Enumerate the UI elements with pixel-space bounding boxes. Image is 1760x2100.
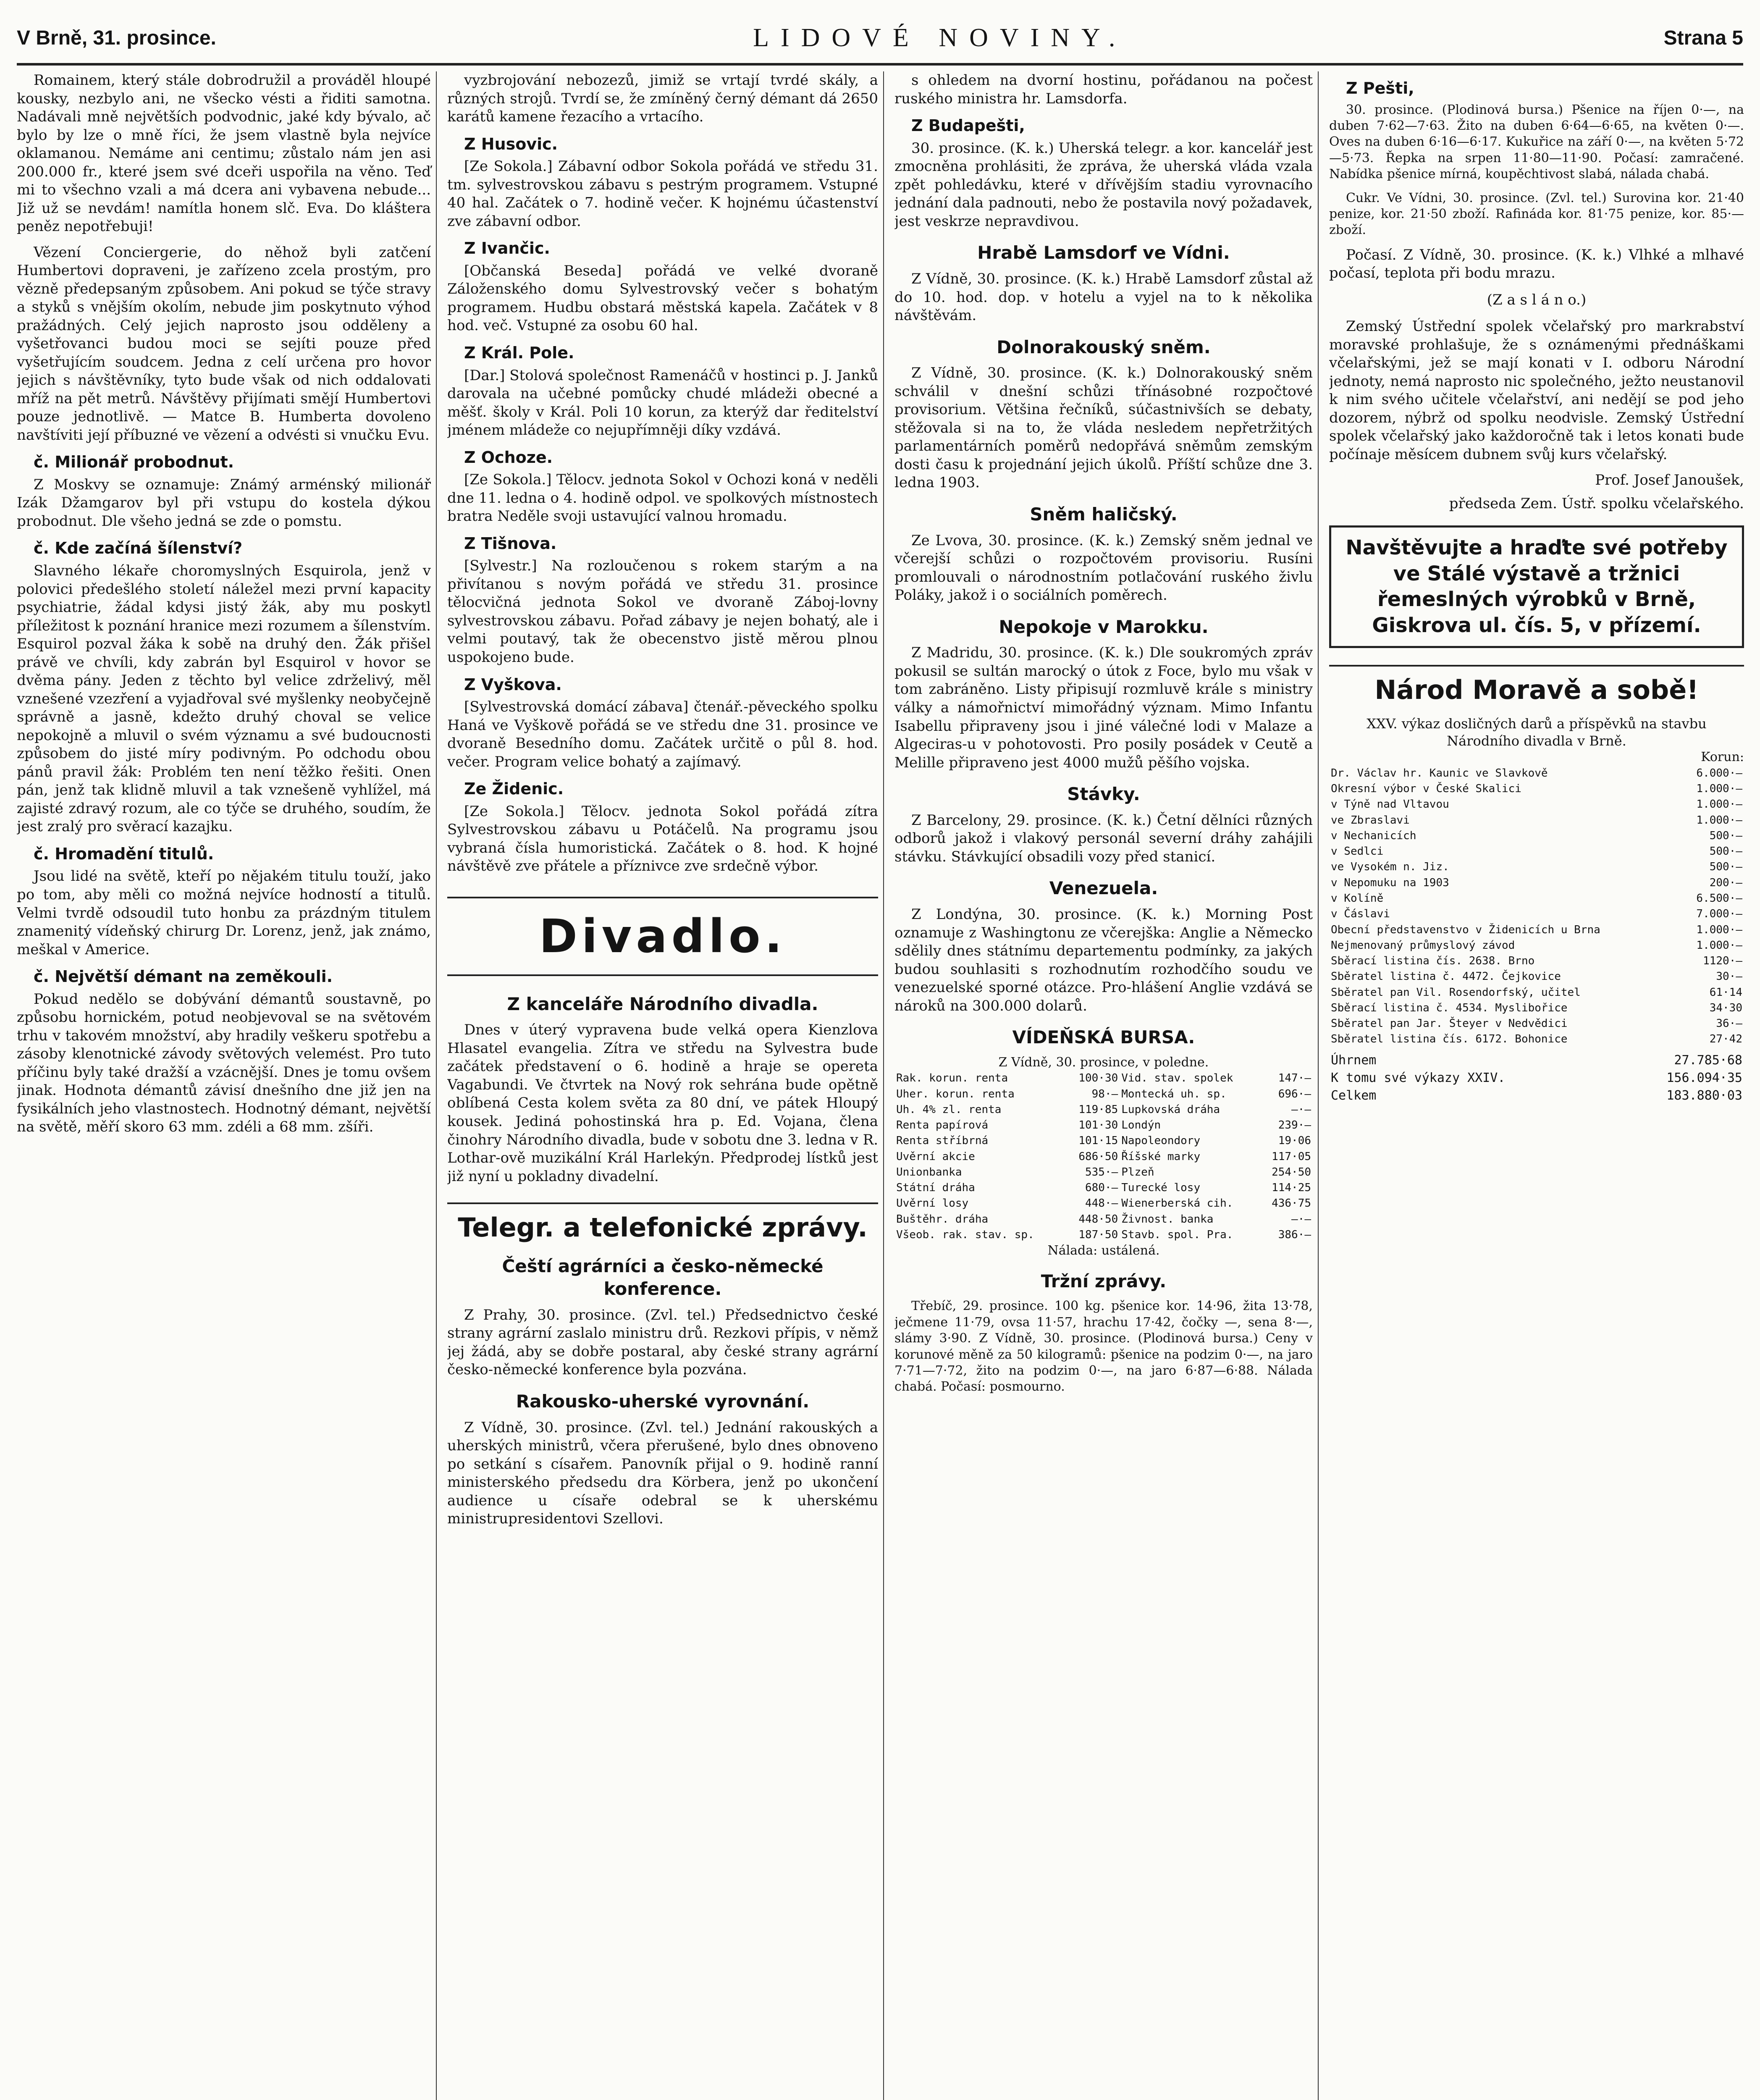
donor-row — [1329, 797, 1744, 812]
bourse-row — [894, 1180, 1313, 1196]
donor-row — [1329, 781, 1744, 797]
headline-venezuela: Venezuela. — [1049, 878, 1158, 899]
donor-row — [1329, 844, 1744, 859]
donor-row — [1329, 891, 1744, 906]
bourse-price: 686·50 — [1078, 1150, 1118, 1163]
vystava-ad-box: Navštěvujte a hraďte své potřeby ve Stálé výstavě a tržnici řemeslných výrobků v Brně, Giskrova ul. čís. 5, v přízemí. — [1329, 525, 1744, 648]
donor-amount: 500·— — [1709, 845, 1742, 858]
headline-lamsdorf: Hrabě Lamsdorf ve Vídni. — [977, 242, 1230, 263]
bourse-security: Buštěhr. dráha — [896, 1213, 989, 1226]
donor-name: Sběrací listina č. 4534. Myslibořice — [1331, 1001, 1568, 1014]
vyskov-text: [Sylvestrovská domácí zábava] čtenář.-pěveckého spolku Haná ve Vyškově pořádá se ve středu dne 31. prosince ve dvoraně Besedního domu. Začátek určitě o půl 8. hod. večer. Program velice bohatý a zajímavý. — [447, 698, 878, 770]
bourse-price: 187·50 — [1078, 1228, 1118, 1241]
headline-pest: Z Pešti, — [1346, 79, 1414, 97]
headline-agrarnici: Čeští agrárníci a česko-německé konference. — [502, 1256, 824, 1299]
headline-dolnorakousky: Dolnorakouský sněm. — [997, 336, 1211, 357]
demant-text: Pokud nedělo se dobývání démantů soustavně, po způsobu hornickém, potud neobjevoval se na světovém trhu v takovém množství, aby hradily veškeru spotřebu a zásoby klenotnické závody světových velemést. Pro tuto příčinu byly také dražší a vzácnější. Dnes je tomu ovšem jinak. Hodnota démantů závisí dnešního dne již jen na fysikálních jeho vlastnostech. Hodnotný démant, největší na světě, měří skoro 63 mm. zdéli a 68 mm. zšíři. — [17, 990, 431, 1136]
divadlo-text: Dnes v úterý vypravena bude velká opera Kienzlova Hlasatel evangelia. Zítra ve středu na Sylvestra bude začátek představení o 6. hodině a hraje se opereta Vagabundi. Ve čtvrtek na Nový rok sehrána bude opětně oblíbená Cesta kolem světa za 80 dní, ve pátek Hloupý kousek. Jediná pohostinská hra p. Ed. Vojana, člena činohry Národního divadla, bude v sobotu dne 3. ledna v R. Lothar-ově muzikální Král Harlekýn. Předprodej lístků jest již nyní u pokladny divadelní. — [447, 1021, 878, 1185]
cukr-text: Cukr. Ve Vídni, 30. prosince. (Zvl. tel.) Surovina kor. 21·40 penize, kor. 21·50 zboží. Rafináda kor. 81·75 penize, kor. 85·— zboží. — [1329, 190, 1744, 238]
celkem-label: Celkem — [1331, 1088, 1377, 1103]
bourse-security: Renta papírová — [896, 1119, 989, 1132]
donor-amount: 36·— — [1716, 1017, 1742, 1030]
bourse-security: Říšské marky — [1121, 1150, 1201, 1163]
humbert-article-text: Romainem, který stále dobrodružil a prováděl hloupé kousky, nezbylo ani, ne všecko vésti a řiditi samotna. Nadávali mně největších podvodnic, jaké kdy bývalo, ač bylo by lze o mně říci, že jsem vlastně byla nejvíce oklamanou. Nemáme ani centimu; zůstalo nám jen asi 200.000 fr., které jsem své dceři uspořila na věno. Teď mi to všechno vzali a má dcera ani vybavena nebude... Již už se nevdám! namítla honem slč. Eva. Do kláštera peněz nepotřebuji! — [17, 72, 431, 235]
vyrovnani-text: Z Vídně, 30. prosince. (Zvl. tel.) Jednání rakouských a uherských ministrů, včera přerušené, bylo dnes obnoveno po setkání s císařem. Panovník přijal o 9. hodině ranní ministerského předsedu dra Körbera, jenž po ukončení audience u císaře odebral se k uherskému ministrupresidentovi Szellovi. — [447, 1419, 878, 1528]
lamsdorf-text: Z Vídně, 30. prosince. (K. k.) Hrabě Lamsdorf zůstal až do 10. hod. dop. v hotelu a vyjel na to k několika návštěvám. — [894, 270, 1313, 324]
bourse-row — [894, 1196, 1313, 1211]
column-1 — [17, 71, 437, 2100]
narod-subtitle: XXV. výkaz dosličných darů a příspěvků na stavbu Národního divadla v Brně. — [1367, 715, 1707, 749]
headline-husovice: Z Husovic. — [464, 134, 558, 153]
donor-name: Sběratel listina č. 4472. Čejkovice — [1331, 970, 1561, 983]
bourse-security: Uvěrní akcie — [896, 1150, 975, 1163]
donor-row — [1329, 906, 1744, 922]
marokko-text: Z Madridu, 30. prosince. (K. k.) Dle soukromých zpráv pokusil se sultán marocký o útok z Foce, bylo mu však v tom zabráněno. Listy připisují rozmluvě krále s ministry války a námořnictví mimořádný význam. Mimo Infantu Isabellu připraveny jsou i jiné válečné lodi v Malaze a Algeciras-u v pohotovosti. Pro posily posádek v Ceutě a Melille připraveno jest 4000 mužů pěšího vojska. — [894, 644, 1313, 771]
donor-name: Sběratel listina čís. 6172. Bohonice — [1331, 1033, 1568, 1046]
bourse-title: VÍDEŇSKÁ BURSA. — [1012, 1027, 1195, 1048]
bourse-security: Londýn — [1121, 1119, 1161, 1132]
bourse-price: 680·— — [1085, 1181, 1118, 1194]
headline-demant: č. Největší démant na zeměkouli. — [34, 967, 333, 986]
donor-name: Sběratel pan Vil. Rosendorfský, učitel — [1331, 986, 1581, 999]
headline-vyrovnani: Rakousko-uherské vyrovnání. — [516, 1391, 810, 1412]
bourse-price: 436·75 — [1272, 1197, 1311, 1210]
totals-table — [1329, 1052, 1744, 1105]
headline-budapest: Z Budapešti, — [911, 116, 1025, 135]
donor-name: v Týně nad Vltavou — [1331, 798, 1449, 811]
bourse-row — [894, 1087, 1313, 1102]
bourse-security: Uher. korun. renta — [896, 1087, 1015, 1100]
donor-name: ve Zbraslavi — [1331, 814, 1410, 827]
donor-amount: 500·— — [1709, 829, 1742, 842]
section-telegr: Telegr. a telefonické zprávy. — [447, 1202, 878, 1244]
donor-row — [1329, 766, 1744, 781]
celkem-value: 183.880·03 — [1666, 1088, 1742, 1103]
bourse-security: Plzeň — [1121, 1166, 1154, 1179]
pocasi-text: Počasí. Z Vídně, 30. prosince. (K. k.) Vlhké a mlhavé počasí, teplota při bodu mrazu. — [1329, 246, 1744, 282]
donor-row — [1329, 922, 1744, 938]
masthead-title: LIDOVÉ NOVINY. — [753, 23, 1127, 52]
donor-name: Obecní představenstvo v Židenicích u Brna — [1331, 923, 1600, 936]
venezuela-text: Z Londýna, 30. prosince. (K. k.) Morning Post oznamuje z Washingtonu ze včerejška: Anglie a Německo sdělily dnes státnímu departementu podmínky, za jakých budou souhlasiti s rozhodnutím rozhodčího soudu ve venezuelské sporné otázce. Pro-hlášení Anglie vzdává se nároků na 300.000 dolarů. — [894, 906, 1313, 1014]
section-divadlo: Divadlo. — [447, 897, 878, 976]
donor-amount: 34·30 — [1709, 1001, 1742, 1014]
donor-row — [1329, 953, 1744, 969]
bourse-security: Rak. korun. renta — [896, 1072, 1008, 1085]
donor-name: v Sedlci — [1331, 845, 1384, 858]
headline-tituly: č. Hromadění titulů. — [34, 844, 214, 863]
bourse-security: Renta stříbrná — [896, 1134, 989, 1147]
donor-row — [1329, 875, 1744, 891]
bourse-price: 535·— — [1085, 1166, 1118, 1179]
donor-amount: 500·— — [1709, 861, 1742, 874]
bourse-security: Živnost. banka — [1121, 1213, 1214, 1226]
donor-row — [1329, 828, 1744, 844]
bourse-row — [894, 1133, 1313, 1149]
kromne-label: K tomu své výkazy XXIV. — [1331, 1071, 1506, 1086]
bourse-price: 386·— — [1278, 1228, 1311, 1241]
dvorni-hostina-text: s ohledem na dvorní hostinu, pořádanou na počest ruského ministra hr. Lamsdorfa. — [894, 72, 1313, 107]
zidenice-text: [Ze Sokola.] Tělocv. jednota Sokol pořádá zítra Sylvestrovskou zábavu u Potáčelů. Na programu jsou vybraná čísla humoristická. Začátek o 8. hod. K hojné návštěvě zve přátele a příznivce zve srdečně výbor. — [447, 803, 878, 875]
donor-row — [1329, 1000, 1744, 1016]
donor-amount: 1.000·— — [1696, 923, 1742, 936]
donor-name: Sběratel pan Jar. Šteyer v Nedvědici — [1331, 1017, 1568, 1030]
headline-stavky: Stávky. — [1067, 784, 1140, 805]
bourse-row — [894, 1227, 1313, 1243]
headline-narodni-divadlo: Z kanceláře Národního divadla. — [507, 993, 818, 1014]
bourse-security: Státní dráha — [896, 1181, 975, 1194]
bourse-price: 239·— — [1278, 1119, 1311, 1132]
ivancice-text: [Občanská Beseda] pořádá ve velké dvoraně Záloženského domu Sylvestrovský večer s bohatým programem. Hudbu obstará městská kapela. Začátek v 8 hod. več. Vstupné za osobu 60 hal. — [447, 262, 878, 334]
bourse-price: 114·25 — [1272, 1181, 1311, 1194]
donor-amount: 27·42 — [1709, 1033, 1742, 1046]
uhrnem-value: 27.785·68 — [1674, 1053, 1742, 1068]
silenstvi-text: Slavného lékaře choromyslných Esquirola, jenž v polovici předešlého století náležel mezi první kapacity psychiatrie, žádal kdysi jistý žák, aby mu poskytl příležitost k poznání hranice mezi rozumem a šílenstvím. Esquirol pozval žáka k sobě na druhý den. Žák přišel právě ve chvíli, kdy zabrán byl Esquirol v hovor se dvěma pány. Jeden z těchto byl velice zdrželivý, měl vznešené vzezření a vyjadřoval své myšlenky neobyčejně správně a jasně, kdežto druhý choval se velice nepokojně a mluvil o svém významu a své budoucnosti způsobem do jisté míry podivným. Po odchodu obou pánů pravil žák: Problém ten není těžko řešiti. Onen pán, jenž tak klidně mluvil a tak vznešeně vyhlížel, má zajisté zdravý rozum, ale co týče se druhého, soudím, že jest zralý pro svěrací kazajku. — [17, 562, 431, 835]
headline-milionar: č. Milionář probodnut. — [34, 453, 234, 472]
donor-amount: 1120·— — [1703, 955, 1742, 968]
donor-name: Nejmenovaný průmyslový závod — [1331, 939, 1515, 952]
bourse-row — [894, 1149, 1313, 1165]
bourse-security: Všeob. rak. stav. sp. — [896, 1228, 1034, 1241]
bourse-price: 254·50 — [1272, 1166, 1311, 1179]
bourse-row — [894, 1071, 1313, 1086]
bourse-security: Lupkovská dráha — [1121, 1103, 1220, 1116]
tituly-text: Jsou lidé na světě, kteří po nějakém titulu touží, jako po tom, aby měli co možná nejvíce hodností a titulů. Velmi tvrdě odsoudil tuto honbu za prázdným titulem znamenitý vídeňský chirurg Dr. Lorenz, jenž, jak známo, meškal v Americe. — [17, 868, 431, 958]
bourse-security: Wienerberská cih. — [1121, 1197, 1233, 1210]
dolnorakousky-text: Z Vídně, 30. prosince. (K. k.) Dolnorakouský sněm schválil v dnešní schůzi třínásobné rozpočtové provisorium. Většina řečníků, súčastnivších se debaty, stěžovala si na to, že vláda nesledem nepřetržitých parlamentárních poměrů nedopřává sněmům zemským dosti času k projednání jejich úkolů. Příští schůze dne 3. ledna 1903. — [894, 365, 1313, 491]
bourse-security: Vid. stav. spolek — [1121, 1072, 1233, 1085]
uhrnem-label: Úhrnem — [1331, 1053, 1377, 1068]
bourse-security: Uh. 4% zl. renta — [896, 1103, 1002, 1116]
signature-title: předseda Zem. Ústř. spolku včelařského. — [1449, 495, 1744, 512]
kral-pole-text: [Dar.] Stolová společnost Ramenáčů v hostinci p. J. Janků darovala na učebné pomůcky chudé mládeži obecné a měšť. školy v Král. Poli 10 korun, za kterýž dar ředitelství jménem mládeže co nejupřímněji díky vzdává. — [447, 367, 878, 439]
headline-ochoz: Z Ochoze. — [464, 448, 553, 467]
headline-tisnov: Z Tišnova. — [464, 534, 557, 553]
budapest-text: 30. prosince. (K. k.) Uherská telegr. a kor. kancelář jest zmocněna prohlásiti, že zpráva, že uherská vláda vzala zpět pohledávku, které v dřívějším stadiu vyrovnacího jednání dala padnouti, nebo že postavila nový požadavek, jest veskrze nepravdivou. — [894, 139, 1313, 230]
bourse-price: 100·30 — [1078, 1072, 1118, 1085]
narod-title: Národ Moravě a sobě! — [1329, 665, 1744, 706]
headline-ivancice: Z Ivančic. — [464, 239, 550, 258]
page-header — [17, 13, 1743, 66]
milionar-text: Z Moskvy se oznamuje: Známý arménský milionář Izák Džamgarov byl při vstupu do kostela dýkou probodnut. Dle všeho jedná se zde o pomstu. — [17, 476, 431, 530]
bourse-price: 119·85 — [1078, 1103, 1118, 1116]
bourse-row — [894, 1212, 1313, 1227]
bourse-security: Montecká uh. sp. — [1121, 1087, 1227, 1100]
donor-amount: 1.000·— — [1696, 782, 1742, 795]
donor-row — [1329, 938, 1744, 953]
stavky-text: Z Barcelony, 29. prosince. (K. k.) Četní dělníci různých odborů jakož i vlakový personál severní dráhy zahájili stávku. Stávkující obsadili vozy před stanicí. — [894, 811, 1313, 865]
donor-row — [1329, 1016, 1744, 1032]
donor-name: Okresní výbor v České Skalici — [1331, 782, 1521, 795]
conciergerie-text: Vězení Conciergerie, do něhož byli zatčení Humbertovi dopraveni, je zařízeno zcela prostým, pro vězně předepsaným způsobem. Ani pokud se týče stravy a styků s vnějším okolím, nebude jim poskytnuto výhod pražádných. Celý jejich naprosto jsou odděleny a vyšetřovanci budou moci se sejíti pouze před vyšetřujícím soudcem. Jedna z celí určena pro hovor jejich s návštěvníky, tyto bude však od nich oddalovati mříž na pět metrů. Návštěvy přijímati smějí Humbertovi pouze jednotlivě. — Matce B. Humberta dovoleno navštíviti její příbuzné ve vězení a odvésti si vnučku Evu. — [17, 244, 431, 444]
tisnov-text: [Sylvestr.] Na rozloučenou s rokem starým a na přivítanou s novým pořádá ve středu 31. prosince tělocvičná jednota Sokol ve dvoraně Záboj-lovny sylvestrovskou zábavu. Pořad zábavy je nejen bohatý, ale i velmi poutavý, tak že obecenstvo jistě měrou plnou uspokojeno bude. — [447, 557, 878, 666]
donor-row — [1329, 969, 1744, 984]
bourse-price: 448·50 — [1078, 1213, 1118, 1226]
header-dateline: V Brně, 31. prosince. — [17, 26, 216, 49]
bourse-price: 98·— — [1091, 1087, 1118, 1100]
demant-continued: vyzbrojování nebozezů, jimiž se vrtají tvrdé skály, a různých strojů. Tvrdí se, že zmíněný černý démant dá 2650 karátů kamene řezacího a vrtacího. — [447, 72, 878, 126]
donor-amount: 200·— — [1709, 876, 1742, 889]
bourse-row — [894, 1102, 1313, 1118]
donor-table — [1329, 766, 1744, 1047]
donor-row — [1329, 985, 1744, 1000]
headline-trzni-zpravy: Tržní zprávy. — [1041, 1270, 1167, 1292]
donor-amount: 6.000·— — [1696, 766, 1742, 780]
bourse-subtitle: Z Vídně, 30. prosince, v poledne. — [998, 1055, 1209, 1070]
signature-name: Prof. Josef Janoušek, — [1595, 472, 1744, 489]
bourse-mood: Nálada: ustálená. — [1047, 1243, 1160, 1258]
trzni-zpravy-text: Třebíč, 29. prosince. 100 kg. pšenice kor. 14·96, žita 13·78, ječmene 11·79, ovsa 11·57, hrachu 17·42, čočky —, sena 8·—, slámy 3·90. Z Vídně, 30. prosince. (Plodinová bursa.) Ceny v korunové měně za 50 kilogramů: pšenice na podzim 0·—, na jaro 7·71—7·72, žito na podzim 0·—, na jaro 6·87—6·88. Nálada chabá. Počasí: posmourno. — [894, 1299, 1313, 1394]
donor-amount: 1.000·— — [1696, 939, 1742, 952]
donor-name: Dr. Václav hr. Kaunic ve Slavkově — [1331, 766, 1548, 780]
donor-amount: 1.000·— — [1696, 814, 1742, 827]
donor-name: v Kolíně — [1331, 892, 1384, 905]
halicsky-text: Ze Lvova, 30. prosince. (K. k.) Zemský sněm jednal ve včerejší schůzi o rozpočtovém provisoriu. Rusíni promlouvali o národnostním potlačování ruského živlu Poláky, jakož i o sociálních poměrech. — [894, 532, 1313, 604]
ochoz-text: [Ze Sokola.] Tělocv. jednota Sokol v Ochozi koná v neděli dne 11. ledna o 4. hodině odpol. ve spolkových místnostech bratra Neděle svoji ustavující valnou hromadu. — [447, 471, 878, 525]
zaslano-label: (Z a s l á n o.) — [1487, 291, 1587, 308]
bourse-price: 101·30 — [1078, 1119, 1118, 1132]
headline-kral-pole: Z Král. Pole. — [464, 343, 574, 362]
bourse-security: Napoleondory — [1121, 1134, 1201, 1147]
husovice-text: [Ze Sokola.] Zábavní odbor Sokola pořádá ve středu 31. tm. sylvestrovskou zábavu s pestrým programem. Vstupné 40 hal. Začátek o 7. hodině večer. K hojnému účastenství zve zábavní odbor. — [447, 158, 878, 230]
bourse-security: Uvěrní losy — [896, 1197, 969, 1210]
headline-zidenice: Ze Židenic. — [464, 780, 564, 798]
donor-name: ve Vysokém n. Jiz. — [1331, 861, 1449, 874]
bourse-table — [894, 1071, 1313, 1243]
headline-vyskov: Z Vyškova. — [464, 675, 562, 694]
donor-amount: 6.500·— — [1696, 892, 1742, 905]
donor-name: v Nechanicích — [1331, 829, 1416, 842]
donor-amount: 1.000·— — [1696, 798, 1742, 811]
bourse-security: Turecké losy — [1121, 1181, 1201, 1194]
bourse-price: 19·06 — [1278, 1134, 1311, 1147]
donor-name: v Nepomuku na 1903 — [1331, 876, 1449, 889]
donor-row — [1329, 1032, 1744, 1047]
column-2 — [447, 71, 884, 2100]
bourse-price: —·— — [1291, 1213, 1311, 1226]
donor-name: Sběrací listina čís. 2638. Brno — [1331, 955, 1535, 968]
bourse-security: Unionbanka — [896, 1166, 962, 1179]
headline-silenstvi: č. Kde začíná šílenství? — [34, 539, 243, 558]
column-4 — [1329, 71, 1749, 2100]
donor-amount: 61·14 — [1709, 986, 1742, 999]
donor-amount: 30·— — [1716, 970, 1742, 983]
bourse-price: 117·05 — [1272, 1150, 1311, 1163]
bourse-price: 696·— — [1278, 1087, 1311, 1100]
bourse-price: 147·— — [1278, 1072, 1311, 1085]
kromne-value: 156.094·35 — [1666, 1071, 1742, 1086]
column-3 — [894, 71, 1319, 2100]
headline-halicsky: Sněm haličský. — [1030, 504, 1178, 525]
bourse-row — [894, 1165, 1313, 1180]
korun-label: Korun: — [1701, 750, 1744, 765]
bourse-price: 448·— — [1085, 1197, 1118, 1210]
bourse-price: 101·15 — [1078, 1134, 1118, 1147]
headline-marokko: Nepokoje v Marokku. — [999, 616, 1209, 637]
donor-row — [1329, 813, 1744, 828]
agrarnici-text: Z Prahy, 30. prosince. (Zvl. tel.) Předsednictvo české strany agrární zaslalo ministru drů. Rezkovi přípis, v němž jej žádá, aby se dobře postaral, aby české strany agrární česko-německé konference byla pozvána. — [447, 1306, 878, 1378]
pest-bursa-text: 30. prosince. (Plodinová bursa.) Pšenice na říjen 0·—, na duben 7·62—7·63. Žito na duben 6·64—6·65, na květen 0·—. Oves na duben 6·16—6·17. Kukuřice na září 0·—, na květen 5·72—5·73. Řepka na srpen 11·80—11·90. Počasí: zamračené. Nabídka pšenice mírná, koupěchtivost slabá, nálada chabá. — [1329, 102, 1744, 182]
article-columns — [17, 71, 1743, 2100]
vcelarsky-text: Zemský Ústřední spolek včelařský pro markrabství moravské prohlašuje, že s oznámenými přednáškami včelařskými, jež se mají konati v I. odboru Národní jednoty, nemá naprosto nic společného, ježto neustanovil k nim svého učitele včelařství, ani nedějí se pod jeho dozorem, nýbrž od spolku neodvisle. Zemský Ústřední spolek včelařský jako každoročně tak i letos konati bude počínaje měsícem dubnem svůj kurs včelařský. — [1329, 318, 1744, 463]
page-number: Strana 5 — [1663, 26, 1743, 49]
donor-amount: 7.000·— — [1696, 908, 1742, 921]
donor-name: v Čáslavi — [1331, 908, 1390, 921]
bourse-security: Stavb. spol. Pra. — [1121, 1228, 1233, 1241]
bourse-row — [894, 1118, 1313, 1133]
donor-row — [1329, 859, 1744, 875]
bourse-price: —·— — [1291, 1103, 1311, 1116]
